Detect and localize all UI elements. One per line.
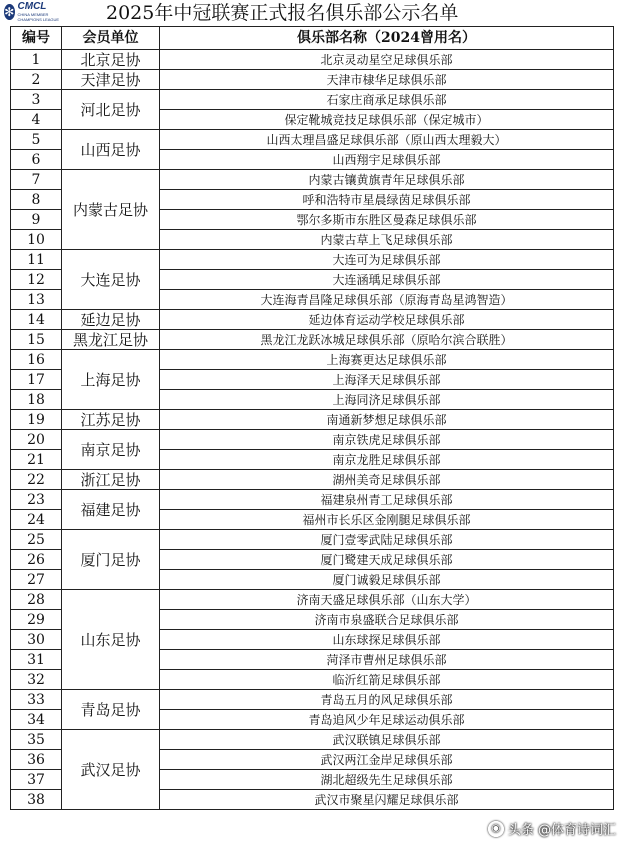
table-body [11, 50, 614, 810]
table-row [11, 350, 614, 370]
club-name: 福建泉州青工足球俱乐部 [160, 490, 614, 510]
club-name: 山东球探足球俱乐部 [160, 630, 614, 650]
table-row [11, 730, 614, 750]
member-association: 北京足协 [62, 50, 160, 70]
table-row [11, 50, 614, 70]
row-number: 30 [11, 630, 62, 650]
club-name: 青岛追风少年足球运动俱乐部 [160, 710, 614, 730]
row-number: 25 [11, 530, 62, 550]
club-name: 内蒙古镶黄旗青年足球俱乐部 [160, 170, 614, 190]
row-number: 22 [11, 470, 62, 490]
row-number: 9 [11, 210, 62, 230]
member-association: 上海足协 [62, 350, 160, 410]
club-name: 济南市泉盛联合足球俱乐部 [160, 610, 614, 630]
registration-table [10, 26, 614, 810]
club-name: 济南天盛足球俱乐部（山东大学） [160, 590, 614, 610]
logo-text: CMCL [17, 1, 47, 12]
row-number: 3 [11, 90, 62, 110]
row-number: 38 [11, 790, 62, 810]
table-row [11, 70, 614, 90]
row-number: 11 [11, 250, 62, 270]
watermark-text: 头条 @体育诗词汇 [507, 823, 616, 838]
row-number: 13 [11, 290, 62, 310]
row-number: 4 [11, 110, 62, 130]
member-association: 山西足协 [62, 130, 160, 170]
club-name: 黑龙江龙跃冰城足球俱乐部（原哈尔滨合联胜） [160, 330, 614, 350]
club-name: 武汉两江金岸足球俱乐部 [160, 750, 614, 770]
table-row [11, 690, 614, 710]
club-name: 山西太理昌盛足球俱乐部（原山西太理毅大） [160, 130, 614, 150]
club-name: 内蒙古草上飞足球俱乐部 [160, 230, 614, 250]
row-number: 6 [11, 150, 62, 170]
club-name: 延边体育运动学校足球俱乐部 [160, 310, 614, 330]
club-name: 上海泽天足球俱乐部 [160, 370, 614, 390]
club-name: 厦门壹零武陆足球俱乐部 [160, 530, 614, 550]
row-number: 17 [11, 370, 62, 390]
camera-icon: ◉ [488, 821, 504, 837]
row-number: 21 [11, 450, 62, 470]
table-row [11, 90, 614, 110]
table-row [11, 330, 614, 350]
member-association: 武汉足协 [62, 730, 160, 810]
club-name: 山西翔宇足球俱乐部 [160, 150, 614, 170]
row-number: 34 [11, 710, 62, 730]
row-number: 20 [11, 430, 62, 450]
table-row [11, 170, 614, 190]
club-name: 大连涵瑀足球俱乐部 [160, 270, 614, 290]
table-row [11, 530, 614, 550]
row-number: 2 [11, 70, 62, 90]
member-association: 厦门足协 [62, 530, 160, 590]
member-association: 大连足协 [62, 250, 160, 310]
member-association: 福建足协 [62, 490, 160, 530]
table-row [11, 310, 614, 330]
club-name: 北京灵动星空足球俱乐部 [160, 50, 614, 70]
member-association: 山东足协 [62, 590, 160, 690]
table-row [11, 410, 614, 430]
member-association: 浙江足协 [62, 470, 160, 490]
table-row [11, 470, 614, 490]
row-number: 26 [11, 550, 62, 570]
table-row [11, 250, 614, 270]
row-number: 36 [11, 750, 62, 770]
member-association: 天津足协 [62, 70, 160, 90]
club-name: 天津市棣华足球俱乐部 [160, 70, 614, 90]
member-association: 延边足协 [62, 310, 160, 330]
row-number: 24 [11, 510, 62, 530]
club-name: 石家庄商承足球俱乐部 [160, 90, 614, 110]
club-name: 青岛五月的风足球俱乐部 [160, 690, 614, 710]
row-number: 31 [11, 650, 62, 670]
row-number: 7 [11, 170, 62, 190]
header-club: 俱乐部名称（2024曾用名） [160, 27, 614, 50]
member-association: 河北足协 [62, 90, 160, 130]
row-number: 18 [11, 390, 62, 410]
logo-subtext: CHINA MEMBER CHAMPIONS LEAGUE [17, 12, 60, 22]
row-number: 19 [11, 410, 62, 430]
table-row [11, 130, 614, 150]
page-title: 2025年中冠联赛正式报名俱乐部公示名单 [106, 2, 459, 24]
club-name: 南通新梦想足球俱乐部 [160, 410, 614, 430]
club-name: 大连海青昌隆足球俱乐部（原海青岛星鸿智造） [160, 290, 614, 310]
row-number: 29 [11, 610, 62, 630]
club-name: 鄂尔多斯市东胜区曼森足球俱乐部 [160, 210, 614, 230]
snowflake-icon: ✻ [4, 5, 15, 19]
row-number: 37 [11, 770, 62, 790]
header [0, 0, 622, 26]
cmcl-logo [4, 2, 66, 22]
table-row [11, 490, 614, 510]
row-number: 27 [11, 570, 62, 590]
club-name: 武汉联镇足球俱乐部 [160, 730, 614, 750]
club-name: 厦门鹭建天成足球俱乐部 [160, 550, 614, 570]
row-number: 15 [11, 330, 62, 350]
row-number: 14 [11, 310, 62, 330]
row-number: 28 [11, 590, 62, 610]
club-name: 福州市长乐区金刚腿足球俱乐部 [160, 510, 614, 530]
club-name: 武汉市聚星闪耀足球俱乐部 [160, 790, 614, 810]
club-name: 南京龙胜足球俱乐部 [160, 450, 614, 470]
club-name: 南京铁虎足球俱乐部 [160, 430, 614, 450]
row-number: 8 [11, 190, 62, 210]
club-name: 大连可为足球俱乐部 [160, 250, 614, 270]
table-row [11, 590, 614, 610]
row-number: 23 [11, 490, 62, 510]
club-name: 湖北超级先生足球俱乐部 [160, 770, 614, 790]
row-number: 1 [11, 50, 62, 70]
watermark [488, 819, 616, 838]
club-name: 菏泽市曹州足球俱乐部 [160, 650, 614, 670]
row-number: 33 [11, 690, 62, 710]
club-name: 厦门诚毅足球俱乐部 [160, 570, 614, 590]
club-name: 临沂红箭足球俱乐部 [160, 670, 614, 690]
table-header-row [11, 27, 614, 50]
club-name: 湖州美奇足球俱乐部 [160, 470, 614, 490]
header-number: 编号 [11, 27, 62, 50]
club-name: 保定靴城竞技足球俱乐部（保定城市） [160, 110, 614, 130]
member-association: 内蒙古足协 [62, 170, 160, 250]
member-association: 黑龙江足协 [62, 330, 160, 350]
member-association: 青岛足协 [62, 690, 160, 730]
row-number: 10 [11, 230, 62, 250]
row-number: 35 [11, 730, 62, 750]
club-name: 呼和浩特市星晨绿茵足球俱乐部 [160, 190, 614, 210]
member-association: 南京足协 [62, 430, 160, 470]
row-number: 32 [11, 670, 62, 690]
row-number: 16 [11, 350, 62, 370]
club-name: 上海赛更达足球俱乐部 [160, 350, 614, 370]
header-association: 会员单位 [62, 27, 160, 50]
table-row [11, 430, 614, 450]
member-association: 江苏足协 [62, 410, 160, 430]
logo-wordmark [18, 2, 66, 22]
row-number: 5 [11, 130, 62, 150]
row-number: 12 [11, 270, 62, 290]
club-name: 上海同济足球俱乐部 [160, 390, 614, 410]
